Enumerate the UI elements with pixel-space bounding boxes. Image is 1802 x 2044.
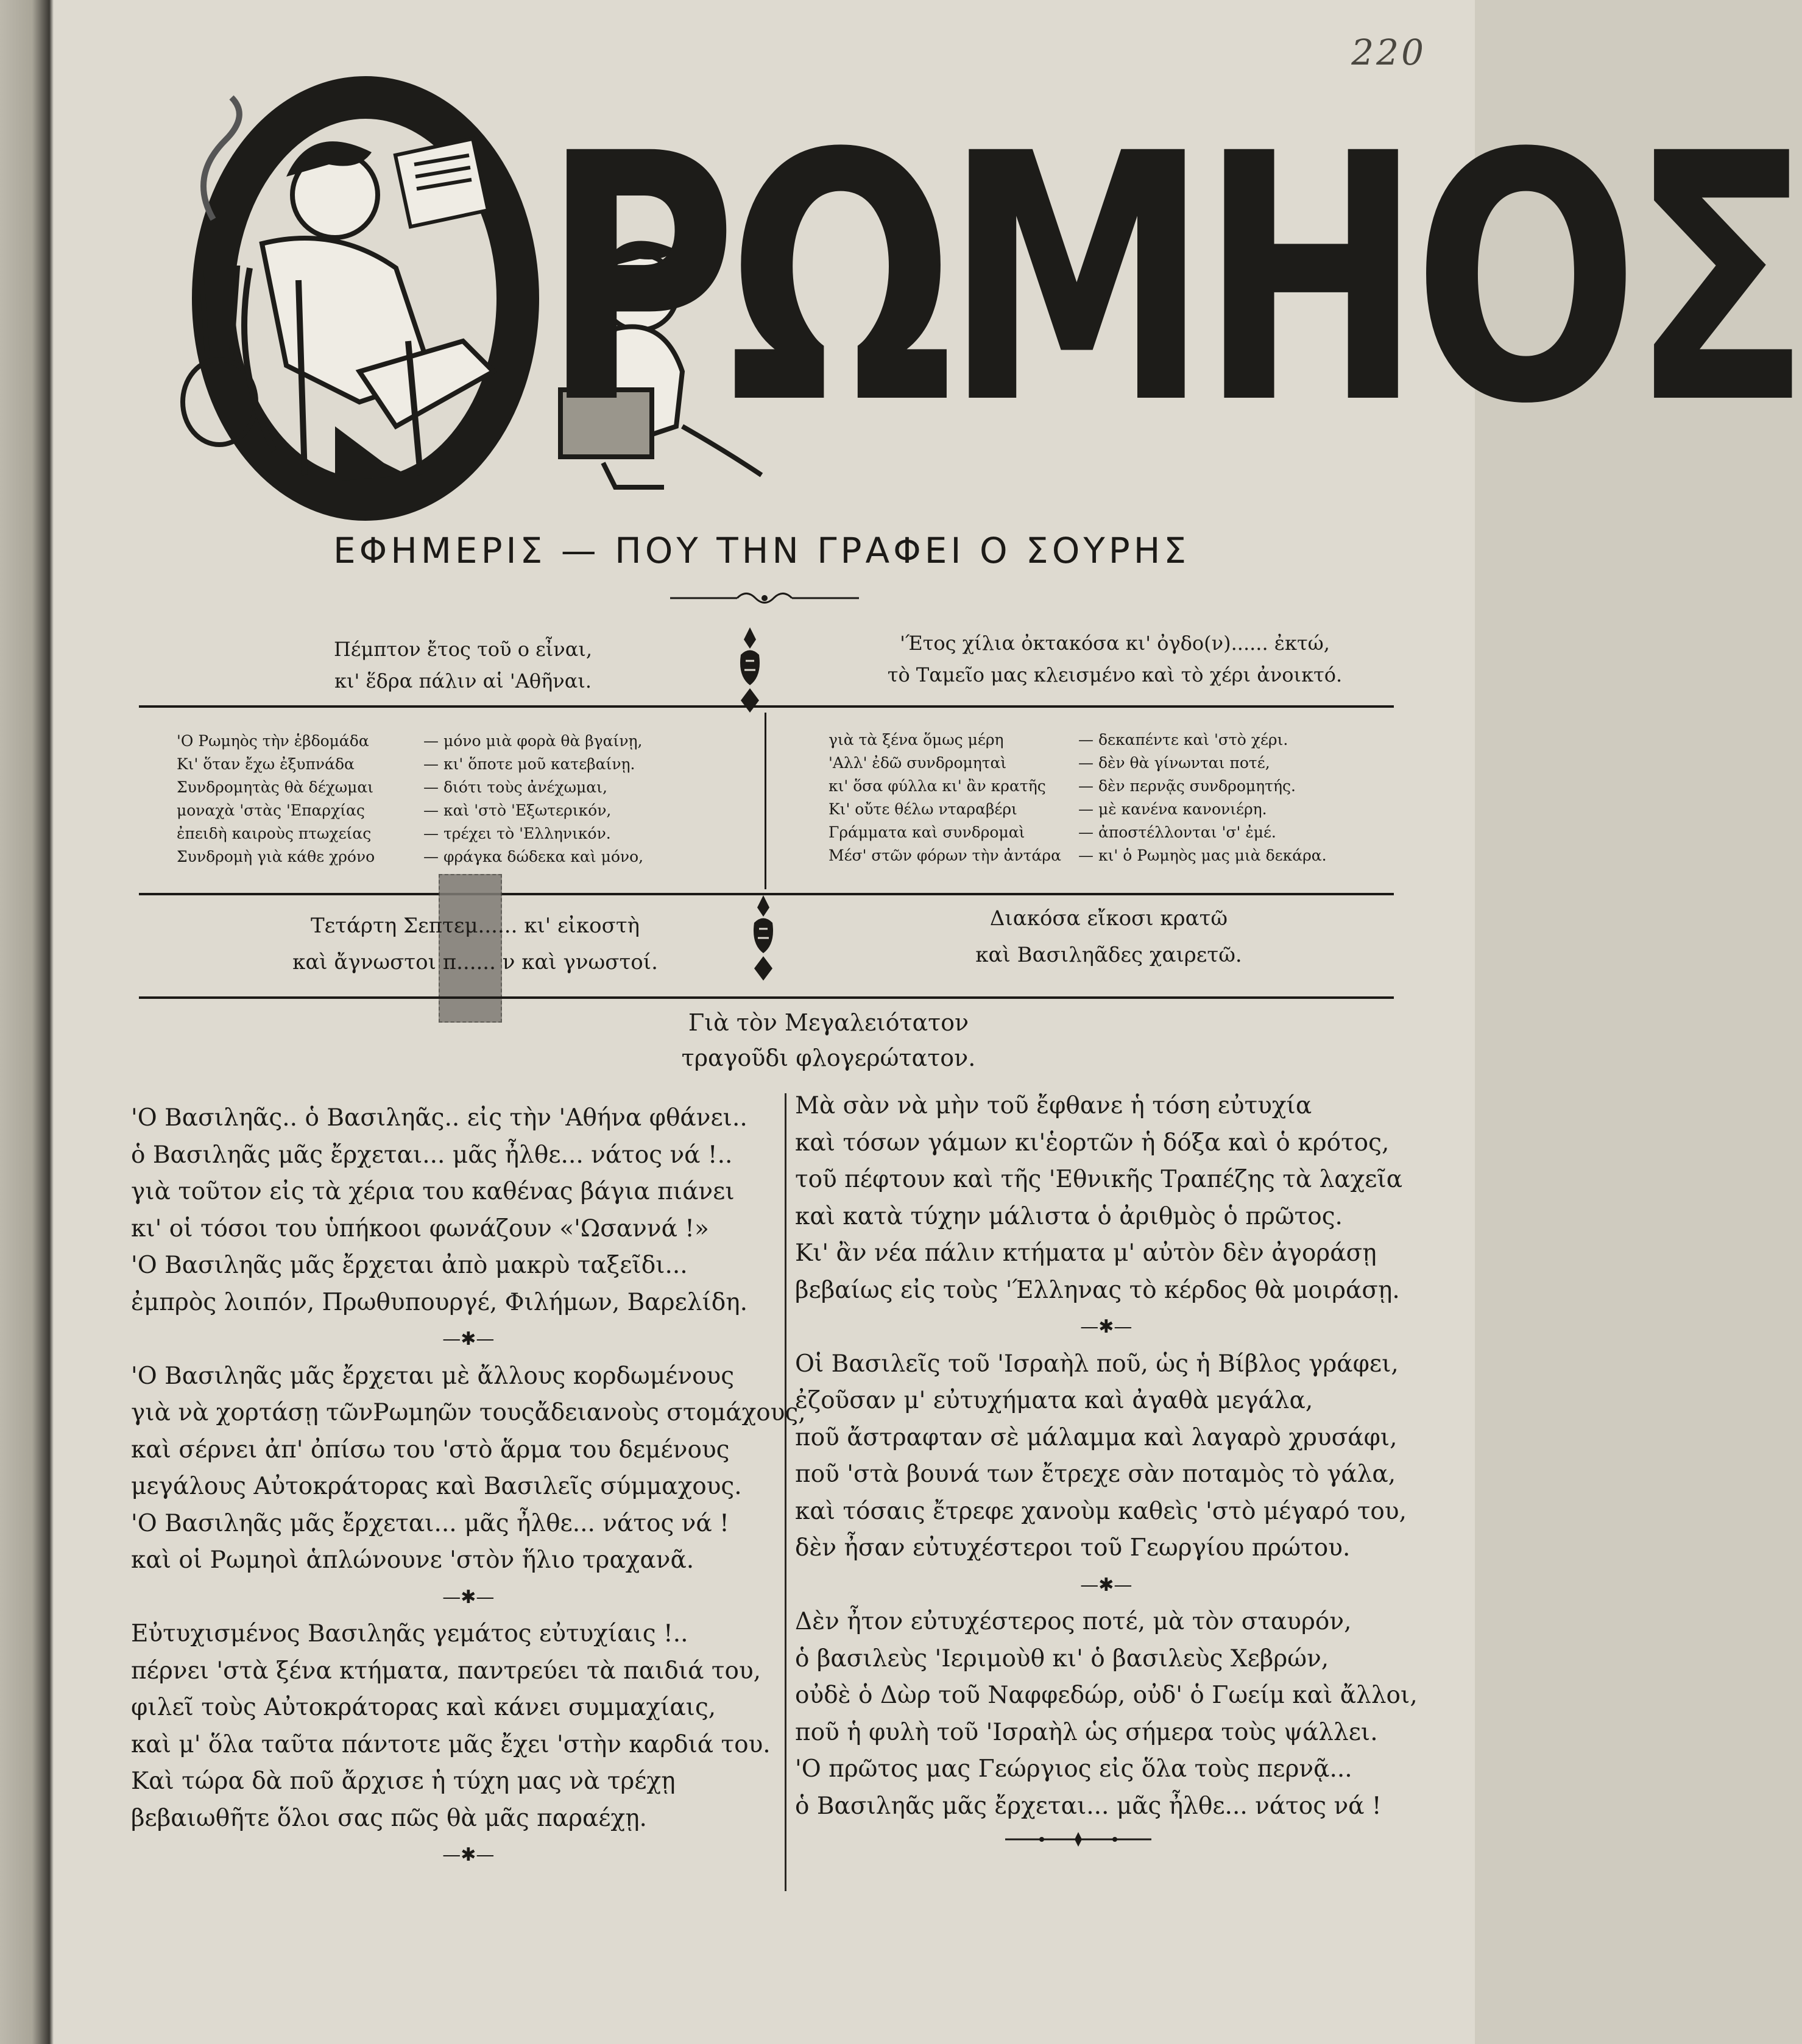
poem-stanza bbox=[795, 1604, 1418, 1825]
poem-line: Οἱ Βασιλεῖς τοῦ 'Ισραὴλ ποῦ, ὡς ἡ Βίβλος γράφει, bbox=[795, 1350, 1399, 1378]
poem-line: 'Ο Βασιληᾶς μᾶς ἔρχεται ἀπὸ μακρὺ ταξεῖδι... bbox=[131, 1252, 688, 1279]
masthead-title: ΡΩΜΗΟΣ bbox=[542, 82, 1802, 479]
subscription-row: 'Ο Ρωμηὸς τὴν ἑβδομάδα — μόνο μιὰ φορὰ θὰ βγαίνῃ, bbox=[177, 732, 643, 750]
poem-line: 'Ο Βασιληᾶς μᾶς ἔρχεται μὲ ἄλλους κορδωμένους bbox=[131, 1362, 735, 1390]
poem-line: ἐμπρὸς λοιπόν, Πρωθυπουργέ, Φιλήμων, Βαρελίδη. bbox=[131, 1288, 748, 1316]
dedication-line: Γιὰ τὸν Μεγαλειότατον bbox=[688, 1009, 969, 1036]
info-left-line: κι' ἕδρα πάλιν αἱ 'Αθῆναι. bbox=[334, 669, 592, 692]
info-right-line: τὸ Ταμεῖο μας κλεισμένο καὶ τὸ χέρι ἀνοικτό. bbox=[887, 663, 1343, 686]
poem-line: καὶ τόσαις ἔτρεφε χανοὺμ καθεὶς 'στὸ μέγαρό του, bbox=[795, 1497, 1407, 1525]
subscription-divider bbox=[765, 713, 766, 889]
subscription-row: Κι' οὔτε θέλω νταραβέρι — μὲ κανένα κανονιέρη. bbox=[829, 800, 1267, 818]
poem-line: Κι' ἂν νέα πάλιν κτήματα μ' αὐτὸν δὲν ἀγοράσῃ bbox=[795, 1239, 1377, 1267]
subscription-row: ἐπειδὴ καιροὺς πτωχείας — τρέχει τὸ 'Ελληνικόν. bbox=[177, 825, 611, 842]
subscription-row: μοναχὰ 'στὰς 'Επαρχίας — καὶ 'στὸ 'Εξωτερικόν, bbox=[177, 802, 612, 819]
info-right-line: 'Έτος χίλια ὀκτακόσα κι' ὀγδο(ν)...... ἐκτώ, bbox=[900, 632, 1330, 655]
poem-line: Εὐτυχισμένος Βασιληᾶς γεμάτος εὐτυχίαις !.. bbox=[131, 1620, 688, 1648]
stanza-separator: —✱— bbox=[1080, 1316, 1132, 1337]
poem-line: κι' οἱ τόσοι του ὑπήκοοι φωνάζουν «'Ωσαννά !» bbox=[131, 1214, 709, 1242]
subscription-left bbox=[177, 730, 643, 869]
issue-date-line: καὶ ἄγνωστοι π...... ν καὶ γνωστοί. bbox=[292, 950, 658, 974]
poem-dedication bbox=[548, 1005, 1109, 1076]
poem-line: ποῦ 'στὰ βουνά των ἔτρεχε σὰν ποταμὸς τὸ γάλα, bbox=[795, 1461, 1396, 1488]
poem-line: οὐδὲ ὁ Δὼρ τοῦ Ναφφεδώρ, οὐδ' ὁ Γωείμ καὶ ἄλλοι, bbox=[795, 1682, 1418, 1709]
subscription-row: γιὰ τὰ ξένα ὅμως μέρη — δεκαπέντε καὶ 'στὸ χέρι. bbox=[829, 731, 1288, 749]
subtitle-flourish bbox=[670, 586, 859, 610]
poem-line: ποῦ ἄστραφταν σὲ μάλαμμα καὶ λαγαρὸ χρυσάφι, bbox=[795, 1423, 1397, 1451]
poem-stanza bbox=[795, 1346, 1418, 1567]
subscription-row: Κι' ὅταν ἔχω ἐξυπνάδα — κι' ὅποτε μοῦ κατεβαίνῃ. bbox=[177, 755, 635, 773]
header-rule-top bbox=[139, 705, 1394, 708]
issue-number bbox=[938, 900, 1279, 973]
poem-line: ἐζοῦσαν μ' εὐτυχήματα καὶ ἀγαθὰ μεγάλα, bbox=[795, 1387, 1313, 1414]
poem-line: ποῦ ἡ φυλὴ τοῦ 'Ισραὴλ ὡς σήμερα τοὺς ψάλλει. bbox=[795, 1718, 1378, 1746]
issue-date bbox=[256, 907, 694, 981]
poem-line: βεβαιωθῆτε ὅλοι σας πῶς θὰ μᾶς παραέχῃ. bbox=[131, 1804, 647, 1832]
stanza-separator: —✱— bbox=[1080, 1574, 1132, 1596]
issue-number-line: καὶ Βασιληᾶδες χαιρετῶ. bbox=[975, 943, 1242, 967]
poem-line: Δὲν ἦτον εὐτυχέστερος ποτέ, μὰ τὸν σταυρόν, bbox=[795, 1608, 1352, 1635]
ornament-icon bbox=[748, 895, 779, 981]
dedication-line: τραγοῦδι φλογερώτατον. bbox=[681, 1045, 976, 1071]
subscription-right bbox=[829, 728, 1327, 867]
poem-stanza bbox=[795, 1088, 1418, 1309]
poem-line: πέρνει 'στὰ ξένα κτήματα, παντρεύει τὰ παιδιά του, bbox=[131, 1657, 761, 1685]
poem-line: γιὰ νὰ χορτάσῃ τῶνΡωμηῶν τουςἄδειανοὺς στομάχους, bbox=[131, 1399, 806, 1426]
poem-line: γιὰ τοῦτον εἰς τὰ χέρια του καθένας βάγια πιάνει bbox=[131, 1178, 735, 1205]
binding-shadow bbox=[0, 0, 54, 2044]
subscription-row: Γράμματα καὶ συνδρομαὶ — ἀποστέλλονται 'σ' ἐμέ. bbox=[829, 823, 1276, 841]
subscription-row: Μέσ' στῶν φόρων τὴν ἀντάρα — κι' ὁ Ρωμηὸς μας μιὰ δεκάρα. bbox=[829, 847, 1327, 864]
subscription-row: Συνδρομητὰς θὰ δέχωμαι — διότι τοὺς ἀνέχωμαι, bbox=[177, 778, 607, 796]
page-number: 220 bbox=[1351, 32, 1426, 73]
poem-line: φιλεῖ τοὺς Αὐτοκράτορας καὶ κάνει συμμαχίαις, bbox=[131, 1694, 716, 1721]
poem-line: ὁ βασιλεὺς 'Ιεριμοὺθ κι' ὁ βασιλεὺς Χεβρών, bbox=[795, 1644, 1329, 1672]
masthead-subtitle: ΕΦΗΜΕΡΙΣ — ΠΟΥ ΤΗΝ ΓΡΑΦΕΙ Ο ΣΟΥΡΗΣ bbox=[333, 530, 1190, 571]
stanza-separator: —✱— bbox=[442, 1844, 495, 1866]
info-left bbox=[292, 633, 634, 697]
poem-line: καὶ οἱ Ρωμηοὶ ἁπλώνουνε 'στὸν ἥλιο τραχανᾶ. bbox=[131, 1546, 694, 1574]
poem-line: 'Ο Βασιληᾶς μᾶς ἔρχεται... μᾶς ἦλθε... νάτος νά ! bbox=[131, 1509, 729, 1537]
header-rule-bottom bbox=[139, 996, 1394, 999]
issue-number-line: Διακόσα εἴκοσι κρατῶ bbox=[989, 906, 1228, 931]
poem-line: Μὰ σὰν νὰ μὴν τοῦ ἔφθανε ἡ τόση εὐτυχία bbox=[795, 1092, 1312, 1119]
issue-date-line: Τετάρτη Σεπτεμ...... κι' εἰκοστὴ bbox=[311, 914, 640, 938]
poem-stanza bbox=[131, 1358, 806, 1579]
poem-line: βεβαίως εἰς τοὺς 'Έλληνας τὸ κέρδος θὰ μοιράσῃ. bbox=[795, 1276, 1400, 1304]
subscription-row: κι' ὅσα φύλλα κι' ἂν κρατῆς — δὲν περνᾷς συνδρομητής. bbox=[829, 777, 1296, 795]
poem-line: ὁ Βασιληᾶς μᾶς ἔρχεται... μᾶς ἦλθε... νάτος νά ! bbox=[795, 1792, 1382, 1820]
poem-line: μεγάλους Αὐτοκράτορας καὶ Βασιλεῖς σύμμαχους. bbox=[131, 1473, 742, 1500]
subscription-row: 'Αλλ' ἐδῶ συνδρομηταὶ — δὲν θὰ γίνωνται ποτέ, bbox=[829, 754, 1270, 772]
masthead bbox=[177, 82, 1802, 512]
info-right bbox=[847, 627, 1383, 691]
end-ornament bbox=[1005, 1830, 1151, 1848]
poem-left-column bbox=[131, 1100, 806, 1874]
stanza-separator: —✱— bbox=[442, 1328, 495, 1350]
poem-right-column bbox=[795, 1088, 1418, 1825]
poem-line: τοῦ πέφτουν καὶ τῆς 'Εθνικῆς Τραπέζης τὰ λαχεῖα bbox=[795, 1166, 1403, 1193]
subscription-row: Συνδρομὴ γιὰ κάθε χρόνο — φράγκα δώδεκα καὶ μόνο, bbox=[177, 848, 644, 865]
poem-line: Καὶ τώρα δὰ ποῦ ἄρχισε ἡ τύχη μας νὰ τρέχῃ bbox=[131, 1767, 676, 1795]
info-left-line: Πέμπτον ἔτος τοῦ ο εἶναι, bbox=[333, 638, 593, 661]
poem-line: ὁ Βασιληᾶς μᾶς ἔρχεται... μᾶς ἦλθε... νάτος νά !.. bbox=[131, 1141, 733, 1169]
poem-line: καὶ μ' ὅλα ταῦτα πάντοτε μᾶς ἔχει 'στὴν καρδιά του. bbox=[131, 1730, 771, 1758]
poem-line: καὶ τόσων γάμων κι'ἑορτῶν ἡ δόξα καὶ ὁ κρότος, bbox=[795, 1129, 1390, 1157]
poem-line: δὲν ἦσαν εὐτυχέστεροι τοῦ Γεωργίου πρώτου. bbox=[795, 1534, 1351, 1562]
stanza-separator: —✱— bbox=[442, 1586, 495, 1608]
poem-line: 'Ο Βασιληᾶς.. ὁ Βασιληᾶς.. εἰς τὴν 'Αθήνα φθάνει.. bbox=[131, 1104, 747, 1132]
ornament-icon bbox=[735, 627, 765, 713]
poem-stanza bbox=[131, 1100, 806, 1321]
poem-line: 'Ο πρῶτος μας Γεώργιος εἰς ὅλα τοὺς περνᾷ... bbox=[795, 1755, 1352, 1783]
poem-line: καὶ σέρνει ἀπ' ὀπίσω του 'στὸ ἅρμα του δεμένους bbox=[131, 1436, 730, 1464]
poem-stanza bbox=[131, 1616, 806, 1837]
poem-line: καὶ κατὰ τύχην μάλιστα ὁ ἀριθμὸς ὁ πρῶτος. bbox=[795, 1202, 1343, 1230]
